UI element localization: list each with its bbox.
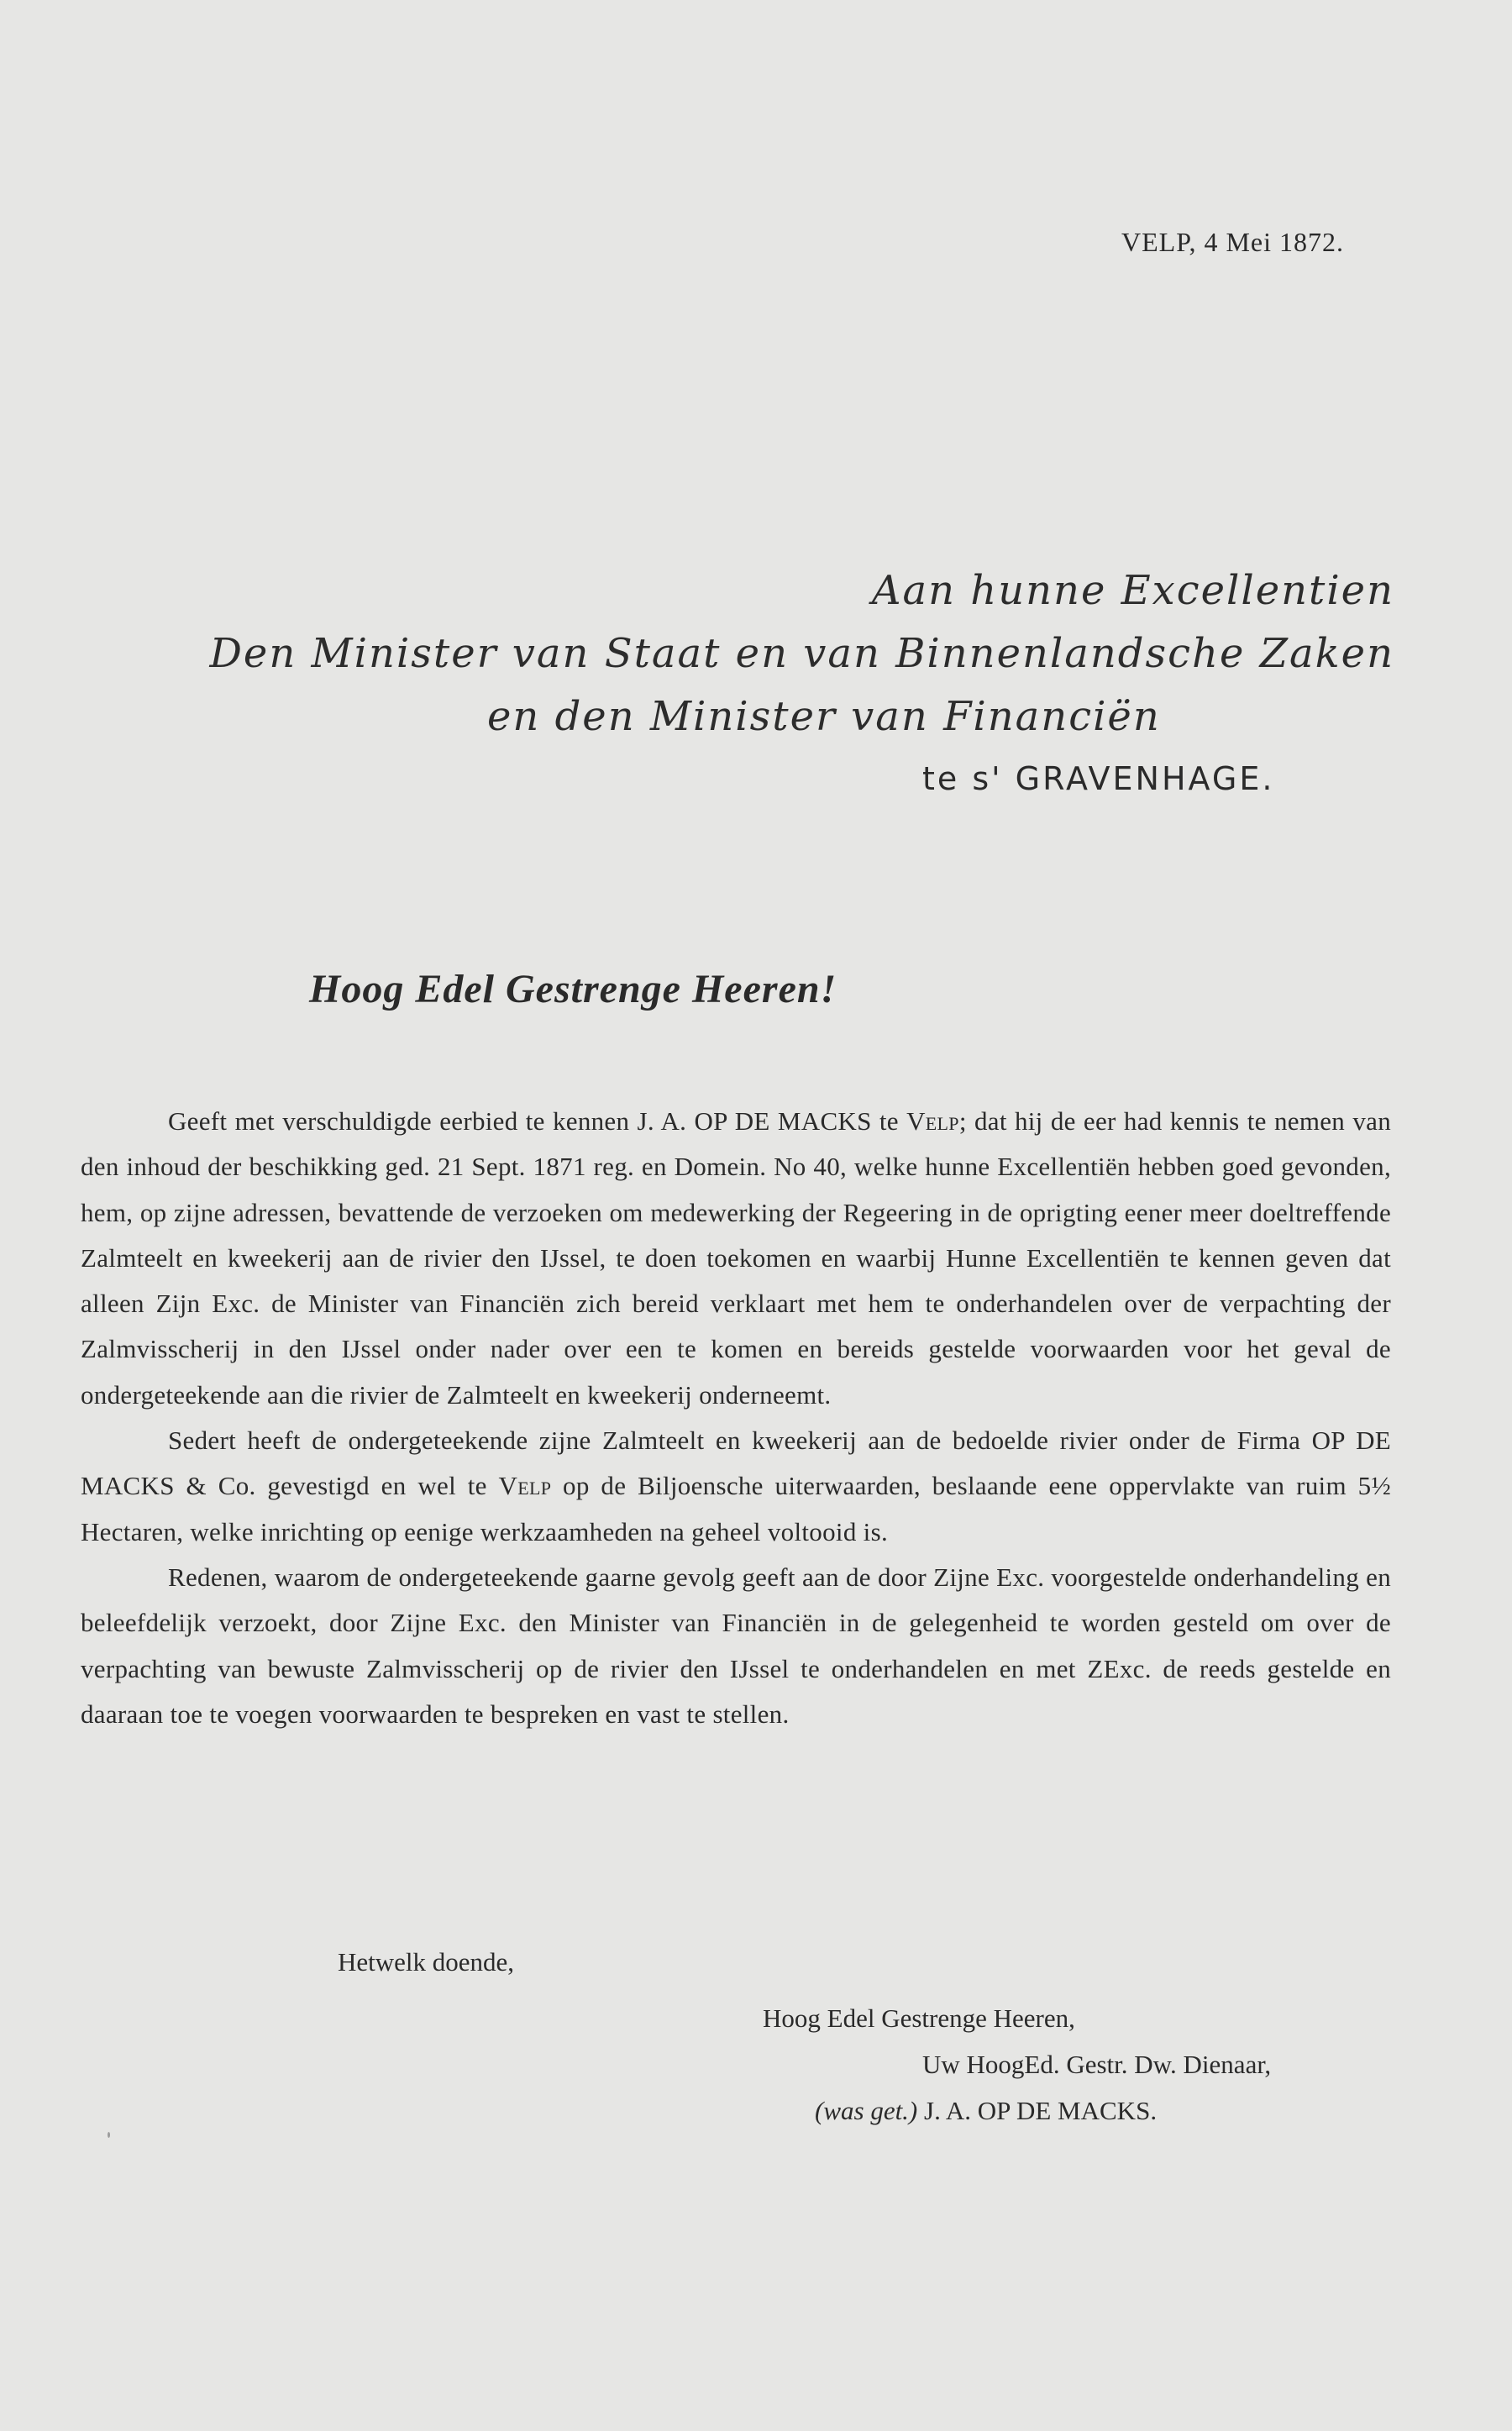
paper-speck [108,2132,110,2138]
signature-line-1: Hoog Edel Gestrenge Heeren, [763,2003,1075,2033]
closing: Hetwelk doende, [338,1947,515,1977]
address-line-3: en den Minister van Financiën [487,693,1161,740]
signature-note: (was get.) [815,2096,918,2125]
address-line-1: Aan hunne Excellentien [871,567,1394,614]
letter-body [81,1099,1391,1737]
address-line-2: Den Minister van Staat en van Binnenlandsche Zaken [209,630,1394,677]
place-name-velp: Velp [906,1106,959,1136]
body-paragraph-1 [81,1099,1391,1418]
body-paragraph-1-rest: ; dat hij de eer had kennis te nemen van den inhoud der beschikking ged. 21 Sept. 1871 reg. en Domein. No 40, welke hunne Excellentiën hebben goed gevonden, hem, op zijne adressen, bevattende de verzoeken om medewerking der Regeering in de oprigting eener meer doeltreffende Zalmteelt en kweekerij aan de rivier den IJssel, te doen toekomen en waarbij Hunne Excellentiën te kennen geven dat alleen Zijn Exc. de Minister van Financiën zich bereid verklaart met hem te onderhandelen over de verpachting der Zalmvisscherij in den IJssel onder nader over een te komen en bereids gestelde voorwaarden voor het geval de ondergeteekende aan die rivier de Zalmteelt en kweekerij onderneemt. [81,1106,1391,1410]
signature-line-2: Uw HoogEd. Gestr. Dw. Dienaar, [922,2050,1272,2079]
signature-line-3 [815,2096,1157,2126]
address-line-4: te s' GRAVENHAGE. [922,760,1275,797]
body-paragraph-1-start: Geeft met verschuldigde eerbied te kennen J. A. OP DE MACKS te [168,1106,907,1136]
place-name-velp: Velp [498,1471,552,1501]
body-paragraph-2-start: Sedert heeft de ondergeteekende zijne Zalmteelt en kweekerij aan de bedoelde rivier onder de Firma OP DE MACKS & Co. gevestigd en wel te [81,1426,1391,1501]
body-paragraph-3: Redenen, waarom de ondergeteekende gaarne gevolg geeft aan de door Zijne Exc. voorgestelde onderhandeling en beleefdelijk verzoekt, door Zijne Exc. den Minister van Financiën in de gelegenheid te worden gesteld om over de verpachting van bewuste Zalmvisscherij op de rivier den IJssel te onderhandelen en met ZExc. de reeds gestelde en daaraan toe te voegen voorwaarden te bespreken en vast te stellen. [81,1562,1391,1729]
signature-name: J. A. OP DE MACKS. [924,2096,1158,2125]
dateline: VELP, 4 Mei 1872. [1121,227,1344,257]
salutation: Hoog Edel Gestrenge Heeren! [309,967,837,1011]
body-paragraph-2 [81,1418,1391,1555]
body-paragraph-2-rest: op de Biljoensche uiterwaarden, beslaande eene oppervlakte van ruim 5½ Hectaren, welke inrichting op eenige werkzaamheden na geheel voltooid is. [81,1471,1392,1546]
